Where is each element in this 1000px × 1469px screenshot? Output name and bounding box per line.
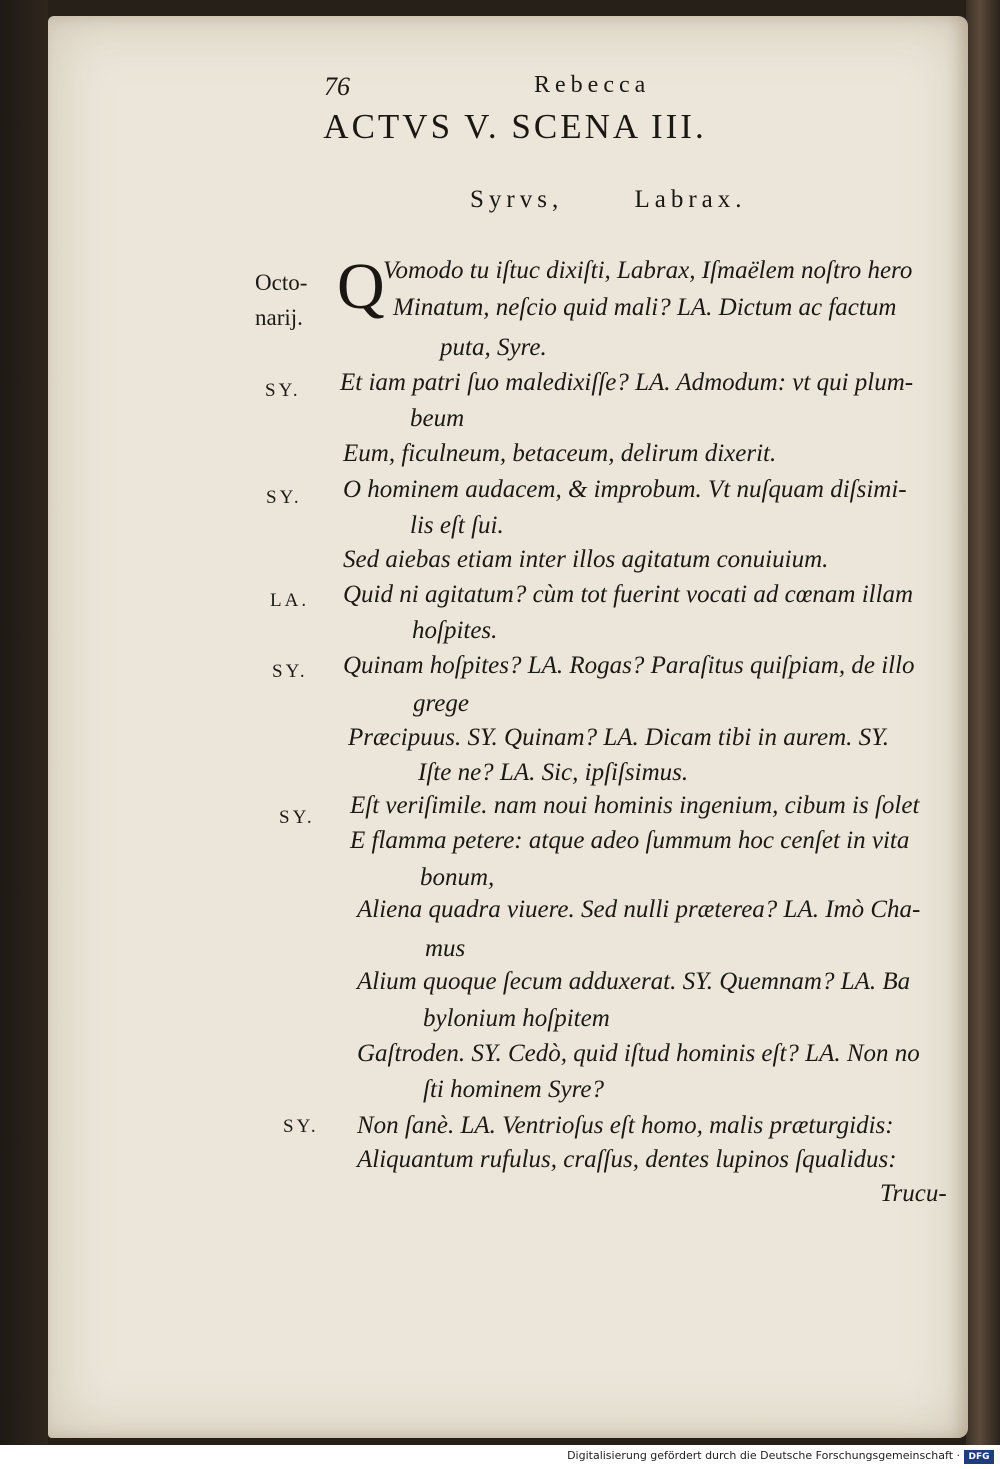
text-line: Quid ni agitatum? cùm tot fuerint vocati ad cœnam illam [343, 581, 914, 608]
text-line: beum [410, 405, 465, 432]
text-line: Minatum, neſcio quid mali? LA. Dictum ac factum [393, 294, 897, 321]
dfg-logo: DFG [964, 1450, 994, 1464]
text-line: ſti hominem Syre? [423, 1076, 604, 1103]
text-line: Vomodo tu iſtuc dixiſti, Labrax, Iſmaëlem noſtro hero [383, 257, 913, 284]
margin-speaker: SY. [266, 487, 302, 508]
page-number: 76 [324, 72, 350, 101]
person-syrus: Syrvs, [470, 186, 564, 213]
text-line: bylonium hoſpitem [423, 1005, 610, 1032]
text-line: grege [413, 690, 469, 717]
text-line: mus [425, 935, 466, 962]
text-line: lis eſt ſui. [410, 512, 504, 539]
text-line: Quinam hoſpites? LA. Rogas? Paraſitus quiſpiam, de illo [343, 652, 915, 679]
text-line: Sed aiebas etiam inter illos agitatum conuiuium. [343, 546, 829, 573]
scene-heading: ACTVS V. SCENA III. [323, 107, 707, 146]
text-line: bonum, [420, 864, 495, 891]
margin-meter-label: narij. [255, 305, 303, 330]
running-head [0, 72, 1000, 108]
text-line: Præcipuus. SY. Quinam? LA. Dicam tibi in aurem. SY. [348, 724, 890, 751]
text-line: Aliquantum rufulus, craſſus, dentes lupinos ſqualidus: [357, 1146, 897, 1173]
text-line: O hominem audacem, & improbum. Vt nuſquam diſsimi- [343, 476, 907, 503]
text-line: Eum, ficulneum, betaceum, delirum dixerit. [343, 440, 777, 467]
book-edge-right [966, 0, 1000, 1445]
dramatis-personae [470, 186, 807, 214]
margin-speaker: LA. [270, 590, 310, 611]
text-line: hoſpites. [412, 617, 498, 644]
person-labrax: Labrax. [634, 186, 747, 213]
text-line: E flamma petere: atque adeo ſummum hoc cenſet in vita [350, 827, 910, 854]
funding-credit: Digitalisierung gefördert durch die Deutsche Forschungsgemeinschaft · [567, 1449, 960, 1462]
margin-meter-label: Octo- [255, 270, 308, 295]
text-line: puta, Syre. [440, 334, 547, 361]
text-line: Iſte ne? LA. Sic, ipſiſsimus. [418, 759, 689, 786]
text-line: Eſt veriſimile. nam noui hominis ingenium, cibum is ſolet [350, 792, 920, 819]
text-line: Gaſtroden. SY. Cedò, quid iſtud hominis eſt? LA. Non no [357, 1040, 920, 1067]
margin-speaker: SY. [279, 807, 315, 828]
book-edge-left [0, 0, 48, 1445]
margin-speaker: SY. [283, 1116, 319, 1137]
running-title: Rebecca [534, 72, 651, 98]
footer-bar [0, 1445, 1000, 1469]
text-line: Et iam patri ſuo maledixiſſe? LA. Admodum: vt qui plum- [340, 369, 914, 396]
catchword: Trucu- [880, 1180, 947, 1207]
text-line: Alium quoque ſecum adduxerat. SY. Quemnam? LA. Ba [357, 968, 911, 995]
margin-speaker: SY. [272, 661, 308, 682]
text-line: Non ſanè. LA. Ventrioſus eſt homo, malis præturgidis: [357, 1112, 894, 1139]
margin-speaker: SY. [265, 380, 301, 401]
text-line: Aliena quadra viuere. Sed nulli præterea? LA. Imò Cha- [357, 896, 921, 923]
drop-cap: Q [337, 250, 385, 323]
